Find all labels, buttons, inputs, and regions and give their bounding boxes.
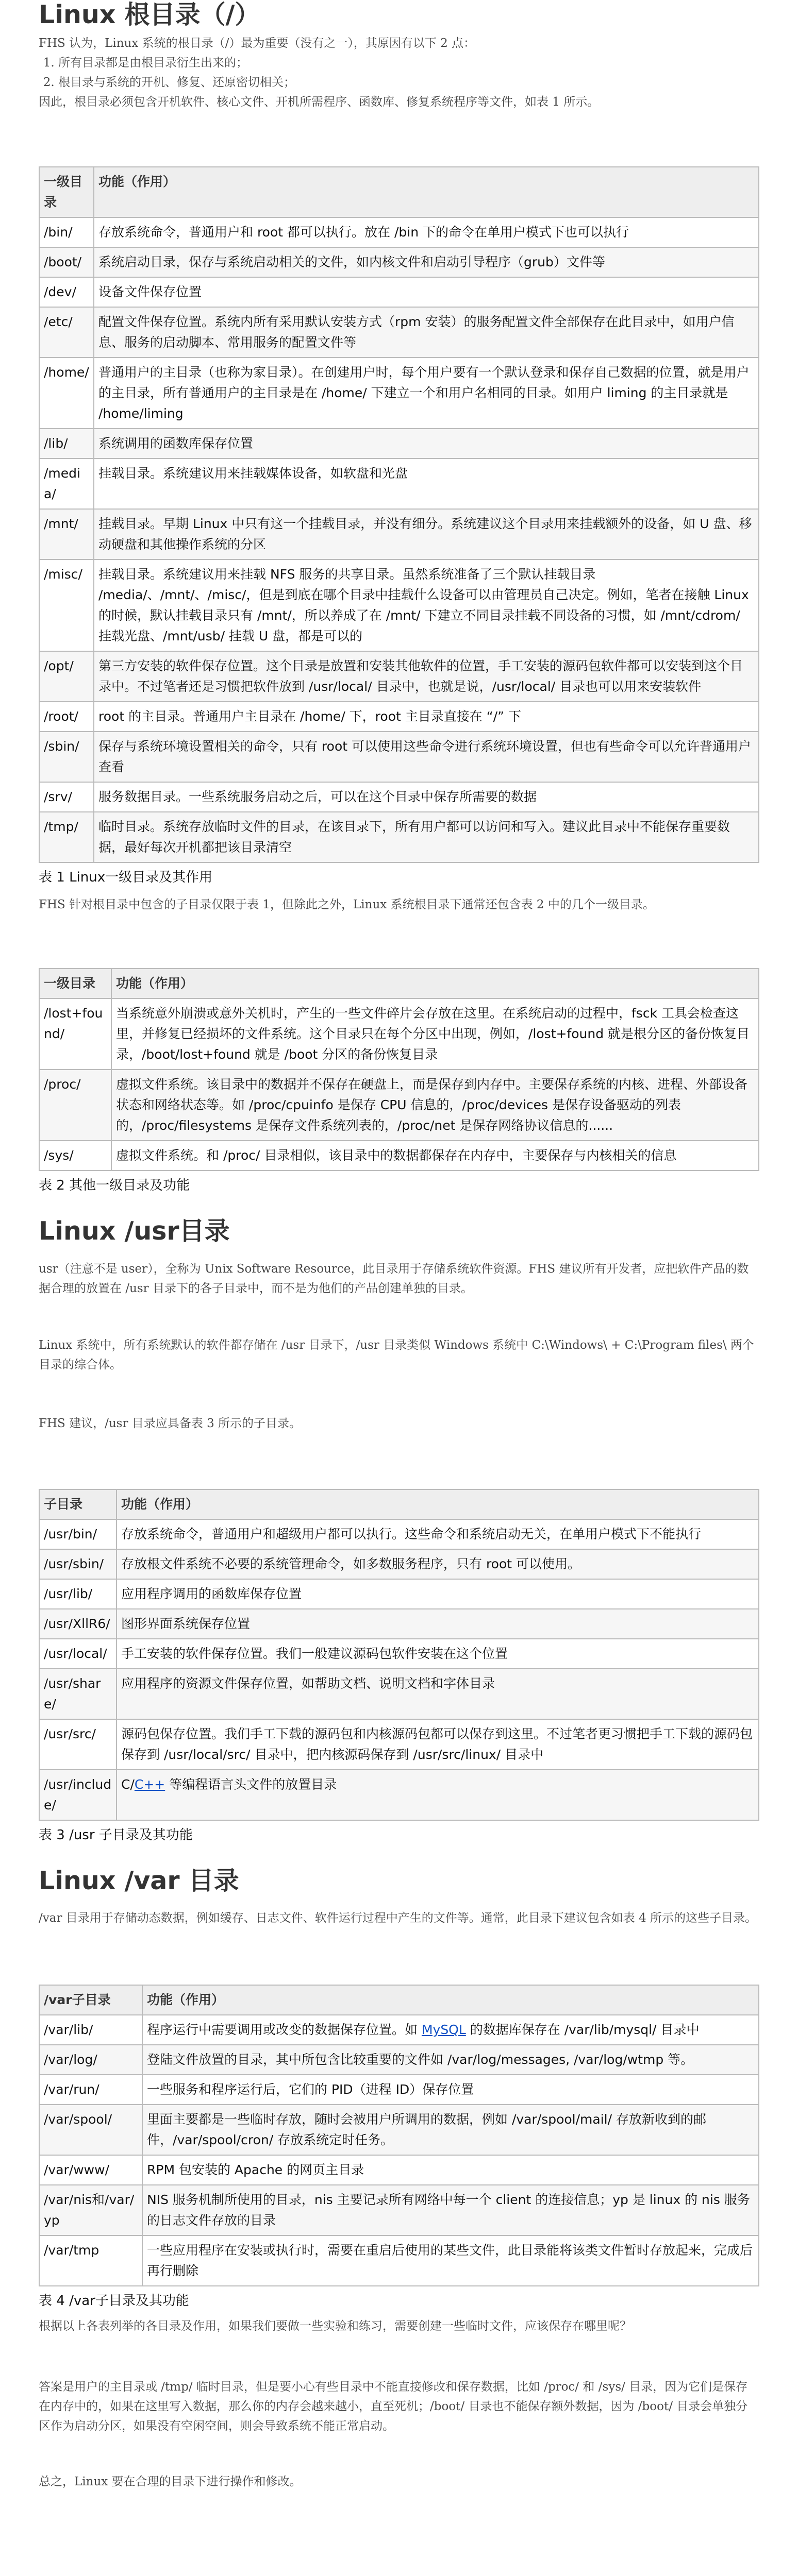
var-para-3: 答案是用户的主目录或 /tmp/ 临时目录，但是要小心有些目录中不能直接修改和保存数据，比如 /proc/ 和 /sys/ 目录，因为它们是保存在内存中的，如果在这里写入数据，那么你的内存会越来越小，直至死机；/boot/ 目录也不能保存额外数据，因为 /boot/ 目录会单独分区作为启动分区，如果没有空闲空间，则会导致系统不能正常启动。: [39, 2380, 748, 2433]
dir-cell: /var/tmp: [39, 2235, 142, 2286]
table-row: [39, 509, 759, 560]
column-header: 功能（作用）: [94, 167, 759, 217]
dir-cell: /lib/: [39, 429, 94, 459]
table-row: [39, 429, 759, 459]
table-row: [39, 2185, 759, 2235]
desc-cell: 系统调用的函数库保存位置: [94, 429, 759, 459]
dir-cell: /opt/: [39, 651, 94, 702]
desc-cell: 图形界面系统保存位置: [117, 1609, 759, 1639]
desc-cell: 挂载目录。系统建议用来挂载 NFS 服务的共享目录。虽然系统准备了三个默认挂载目录 /media/、/mnt/、/misc/，但是到底在哪个目录中挂载什么设备可以由管理员自己决定。例如，笔者在接触 Linux 的时候，默认挂载目录只有 /mnt/，所以养成了在 /mnt/ 下建立不同目录挂载不同设备的习惯，如 /mnt/cdrom/ 挂载光盘、/mnt/usb/ 挂载 U 盘，都是可以的: [94, 560, 759, 651]
dir-cell: /usr/src/: [39, 1719, 117, 1770]
reasons-list: [39, 53, 759, 92]
desc-cell: 临时目录。系统存放临时文件的目录，在该目录下，所有用户都可以访问和写入。建议此目录中不能保存重要数据，最好每次开机都把该目录清空: [94, 812, 759, 862]
desc-cell: 登陆文件放置的目录，其中所包含比较重要的文件如 /var/log/messages, /var/log/wtmp 等。: [142, 2045, 759, 2075]
desc-text: C/: [121, 1776, 135, 1792]
cpp-link[interactable]: C++: [134, 1776, 165, 1792]
desc-text: 等编程语言头文件的放置目录: [165, 1776, 337, 1792]
dir-cell: /dev/: [39, 277, 94, 307]
desc-cell: 系统启动目录，保存与系统启动相关的文件，如内核文件和启动引导程序（grub）文件等: [94, 247, 759, 277]
desc-cell: 配置文件保存位置。系统内所有采用默认安装方式（rpm 安装）的服务配置文件全部保存在此目录中，如用户信息、服务的启动脚本、常用服务的配置文件等: [94, 307, 759, 358]
desc-cell: 普通用户的主目录（也称为家目录）。在创建用户时，每个用户要有一个默认登录和保存自己数据的位置，就是用户的主目录，所有普通用户的主目录是在 /home/ 下建立一个和用户名相同的目录。如用户 liming 的主目录就是 /home/liming: [94, 358, 759, 429]
table-usr-dirs: [39, 1489, 759, 1821]
dir-cell: /srv/: [39, 782, 94, 812]
table-row: [39, 812, 759, 862]
desc-cell: 里面主要都是一些临时存放，随时会被用户所调用的数据，例如 /var/spool/mail/ 存放新收到的邮件，/var/spool/cron/ 存放系统定时任务。: [142, 2105, 759, 2155]
var-para-1: /var 目录用于存储动态数据，例如缓存、日志文件、软件运行过程中产生的文件等。通常，此目录下建议包含如表 4 所示的这些子目录。: [39, 1911, 757, 1925]
table-root-dirs: [39, 166, 759, 863]
table-row: [39, 1141, 759, 1171]
table-row: [39, 1070, 759, 1141]
desc-cell: [117, 1770, 759, 1820]
table-row: [39, 1519, 759, 1549]
desc-cell: 当系统意外崩溃或意外关机时，产生的一些文件碎片会存放在这里。在系统启动的过程中，fsck 工具会检查这里，并修复已经损坏的文件系统。这个目录只在每个分区中出现，例如，/lost+found 就是根分区的备份恢复目录，/boot/lost+found 就是 /boot 分区的备份恢复目录: [111, 998, 759, 1070]
table-row: [39, 2075, 759, 2105]
desc-cell: 应用程序的资源文件保存位置，如帮助文档、说明文档和字体目录: [117, 1669, 759, 1719]
table-header: [39, 1985, 759, 2015]
desc-cell: 一些应用程序在安装或执行时，需要在重启后使用的某些文件，此目录能将该类文件暂时存放起来，完成后再行删除: [142, 2235, 759, 2286]
column-header: 功能（作用）: [111, 969, 759, 998]
dir-cell: /root/: [39, 702, 94, 732]
table-var-dirs: [39, 1985, 759, 2286]
desc-cell: 虚拟文件系统。和 /proc/ 目录相似，该目录中的数据都保存在内存中，主要保存与内核相关的信息: [111, 1141, 759, 1171]
dir-cell: /usr/include/: [39, 1770, 117, 1820]
dir-cell: /var/www/: [39, 2155, 142, 2185]
table-header: [39, 1489, 759, 1519]
table-row: [39, 1639, 759, 1669]
column-header: 功能（作用）: [117, 1489, 759, 1519]
dir-cell: /usr/bin/: [39, 1519, 117, 1549]
table-header: [39, 167, 759, 217]
table-row: [39, 2045, 759, 2075]
table-row: [39, 1579, 759, 1609]
table-row: [39, 1609, 759, 1639]
desc-cell: 挂载目录。早期 Linux 中只有这一个挂载目录，并没有细分。系统建议这个目录用来挂载额外的设备，如 U 盘、移动硬盘和其他操作系统的分区: [94, 509, 759, 560]
table-caption: 表 2 其他一级目录及功能: [39, 1177, 190, 1193]
table-caption: 表 3 /usr 子目录及其功能: [39, 1827, 193, 1843]
table-row: [39, 277, 759, 307]
section-title-root: Linux 根目录（/）: [39, 0, 260, 29]
table-row: [39, 1549, 759, 1579]
desc-cell: NIS 服务机制所使用的目录，nis 主要记录所有网络中每一个 client 的连接信息；yp 是 linux 的 nis 服务的日志文件存放的目录: [142, 2185, 759, 2235]
dir-cell: /tmp/: [39, 812, 94, 862]
dir-cell: /proc/: [39, 1070, 111, 1141]
desc-cell: 存放系统命令，普通用户和 root 都可以执行。放在 /bin 下的命令在单用户模式下也可以执行: [94, 217, 759, 247]
column-header: 一级目录: [39, 167, 94, 217]
dir-cell: /var/spool/: [39, 2105, 142, 2155]
var-para-2: 根据以上各表列举的各目录及作用，如果我们要做一些实验和练习，需要创建一些临时文件，应该保存在哪里呢？: [39, 2319, 631, 2333]
table-row: [39, 782, 759, 812]
root-conclusion: 因此，根目录必须包含开机软件、核心文件、开机所需程序、函数库、修复系统程序等文件，如表 1 所示。: [39, 95, 600, 109]
table-caption: 表 4 /var子目录及其功能: [39, 2293, 189, 2309]
table-caption: 表 1 Linux一级目录及其作用: [39, 869, 213, 885]
dir-cell: /usr/lib/: [39, 1579, 117, 1609]
reason-item: 2. 根目录与系统的开机、修复、还原密切相关；: [58, 73, 759, 92]
dir-cell: /media/: [39, 459, 94, 509]
dir-cell: /var/nis和/var/yp: [39, 2185, 142, 2235]
dir-cell: /lost+found/: [39, 998, 111, 1070]
table-row: [39, 1669, 759, 1719]
desc-cell: 服务数据目录。一些系统服务启动之后，可以在这个目录中保存所需要的数据: [94, 782, 759, 812]
dir-cell: /usr/sbin/: [39, 1549, 117, 1579]
table-row: [39, 732, 759, 782]
table-row: [39, 1770, 759, 1820]
table-row: [39, 217, 759, 247]
table-row: [39, 247, 759, 277]
root-note: FHS 针对根目录中包含的子目录仅限于表 1，但除此之外，Linux 系统根目录下通常还包含表 2 中的几个一级目录。: [39, 897, 655, 911]
desc-cell: 存放根文件系统不必要的系统管理命令，如多数服务程序，只有 root 可以使用。: [117, 1549, 759, 1579]
dir-cell: /sys/: [39, 1141, 111, 1171]
root-intro: FHS 认为，Linux 系统的根目录（/）最为重要（没有之一），其原因有以下 2 点：: [39, 36, 476, 50]
reason-item: 1. 所有目录都是由根目录衍生出来的；: [58, 53, 759, 73]
desc-cell: [142, 2015, 759, 2045]
desc-cell: 存放系统命令，普通用户和超级用户都可以执行。这些命令和系统启动无关，在单用户模式下不能执行: [117, 1519, 759, 1549]
column-header: 一级目录: [39, 969, 111, 998]
table-row: [39, 2105, 759, 2155]
desc-cell: 第三方安装的软件保存位置。这个目录是放置和安装其他软件的位置，手工安装的源码包软件都可以安装到这个目录中。不过笔者还是习惯把软件放到 /usr/local/ 目录中，也就是说，/usr/local/ 目录也可以用来安装软件: [94, 651, 759, 702]
dir-cell: /misc/: [39, 560, 94, 651]
desc-cell: 保存与系统环境设置相关的命令，只有 root 可以使用这些命令进行系统环境设置，但也有些命令可以允许普通用户查看: [94, 732, 759, 782]
table-row: [39, 2015, 759, 2045]
section-title-var: Linux /var 目录: [39, 1866, 239, 1895]
mysql-link[interactable]: MySQL: [421, 2022, 466, 2038]
table-row: [39, 358, 759, 429]
desc-cell: RPM 包安装的 Apache 的网页主目录: [142, 2155, 759, 2185]
dir-cell: /sbin/: [39, 732, 94, 782]
table-row: [39, 560, 759, 651]
dir-cell: /usr/XllR6/: [39, 1609, 117, 1639]
dir-cell: /etc/: [39, 307, 94, 358]
dir-cell: /bin/: [39, 217, 94, 247]
dir-cell: /mnt/: [39, 509, 94, 560]
table-row: [39, 998, 759, 1070]
table-row: [39, 651, 759, 702]
desc-cell: 源码包保存位置。我们手工下载的源码包和内核源码包都可以保存到这里。不过笔者更习惯把手工下载的源码包保存到 /usr/local/src/ 目录中，把内核源码保存到 /usr/src/linux/ 目录中: [117, 1719, 759, 1770]
column-header: /var子目录: [39, 1985, 142, 2015]
desc-cell: 一些服务和程序运行后，它们的 PID（进程 ID）保存位置: [142, 2075, 759, 2105]
desc-text: 的数据库保存在 /var/lib/mysql/ 目录中: [466, 2022, 700, 2038]
desc-cell: 手工安装的软件保存位置。我们一般建议源码包软件安装在这个位置: [117, 1639, 759, 1669]
desc-cell: 设备文件保存位置: [94, 277, 759, 307]
usr-para-3: FHS 建议，/usr 目录应具备表 3 所示的子目录。: [39, 1416, 302, 1430]
table-row: [39, 307, 759, 358]
column-header: 子目录: [39, 1489, 117, 1519]
var-para-4: 总之，Linux 要在合理的目录下进行操作和修改。: [39, 2475, 302, 2489]
dir-cell: /var/run/: [39, 2075, 142, 2105]
desc-cell: 挂载目录。系统建议用来挂载媒体设备，如软盘和光盘: [94, 459, 759, 509]
column-header: 功能（作用）: [142, 1985, 759, 2015]
table-row: [39, 2155, 759, 2185]
section-title-usr: Linux /usr目录: [39, 1216, 230, 1246]
table-other-dirs: [39, 968, 759, 1171]
desc-cell: 虚拟文件系统。该目录中的数据并不保存在硬盘上，而是保存到内存中。主要保存系统的内核、进程、外部设备状态和网络状态等。如 /proc/cpuinfo 是保存 CPU 信息的，/proc/devices 是保存设备驱动的列表的，/proc/filesystems 是保存文件系统列表的，/proc/net 是保存网络协议信息的......: [111, 1070, 759, 1141]
dir-cell: /usr/local/: [39, 1639, 117, 1669]
desc-text: 程序运行中需要调用或改变的数据保存位置。如: [147, 2022, 422, 2038]
dir-cell: /boot/: [39, 247, 94, 277]
table-row: [39, 1719, 759, 1770]
dir-cell: /usr/share/: [39, 1669, 117, 1719]
usr-para-1: usr（注意不是 user），全称为 Unix Software Resource，此目录用于存储系统软件资源。FHS 建议所有开发者，应把软件产品的数据合理的放置在 /usr 目录下的各子目录中，而不是为他们的产品创建单独的目录。: [39, 1262, 749, 1295]
table-row: [39, 459, 759, 509]
usr-para-2: Linux 系统中，所有系统默认的软件都存储在 /usr 目录下，/usr 目录类似 Windows 系统中 C:\Windows\ + C:\Program files\ 两个目录的综合体。: [39, 1338, 754, 1371]
dir-cell: /home/: [39, 358, 94, 429]
table-row: [39, 2235, 759, 2286]
table-header: [39, 969, 759, 998]
dir-cell: /var/log/: [39, 2045, 142, 2075]
table-row: [39, 702, 759, 732]
dir-cell: /var/lib/: [39, 2015, 142, 2045]
desc-cell: root 的主目录。普通用户主目录在 /home/ 下，root 主目录直接在 “/” 下: [94, 702, 759, 732]
desc-cell: 应用程序调用的函数库保存位置: [117, 1579, 759, 1609]
